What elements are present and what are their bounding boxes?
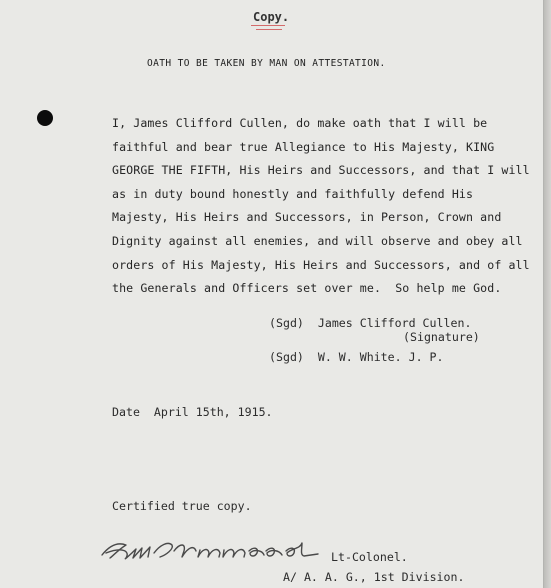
copy-underline — [251, 25, 285, 26]
oath-line: I, James Clifford Cullen, do make oath that I will be — [112, 116, 488, 130]
certified-true-copy: Certified true copy. — [112, 499, 252, 513]
oath-line: Dignity against all enemies, and will observe and obey all — [112, 233, 523, 248]
oath-line: Majesty, His Heirs and Successors, in Person, Crown and — [112, 210, 502, 225]
copy-label: Copy. — [253, 10, 290, 24]
oath-signature-line: (Sgd) James Clifford Cullen. — [269, 316, 472, 330]
oath-heading: OATH TO BE TAKEN BY MAN ON ATTESTATION. — [147, 58, 386, 69]
handwritten-signature — [96, 533, 328, 565]
oath-line: faithful and bear true Allegiance to His Majesty, KING — [112, 139, 495, 154]
officer-unit: A/ A. A. G., 1st Division. — [283, 570, 465, 584]
date-line: Date April 15th, 1915. — [112, 405, 273, 419]
oath-line: as in duty bound honestly and faithfully defend His — [112, 186, 474, 201]
officer-rank: Lt-Colonel. — [331, 550, 408, 564]
oath-line: the Generals and Officers set over me. So help me God. — [112, 281, 502, 296]
witness-signature-line: (Sgd) W. W. White. J. P. — [269, 350, 444, 364]
copy-underline-second — [256, 29, 282, 30]
oath-line: GEORGE THE FIFTH, His Heirs and Successors, and that I will — [112, 163, 530, 178]
punch-hole — [37, 110, 53, 126]
oath-paragraph — [112, 112, 532, 301]
viewer-edge — [544, 0, 551, 588]
oath-line: orders of His Majesty, His Heirs and Successors, and of all — [112, 257, 530, 272]
signature-caption: (Signature) — [403, 330, 480, 344]
